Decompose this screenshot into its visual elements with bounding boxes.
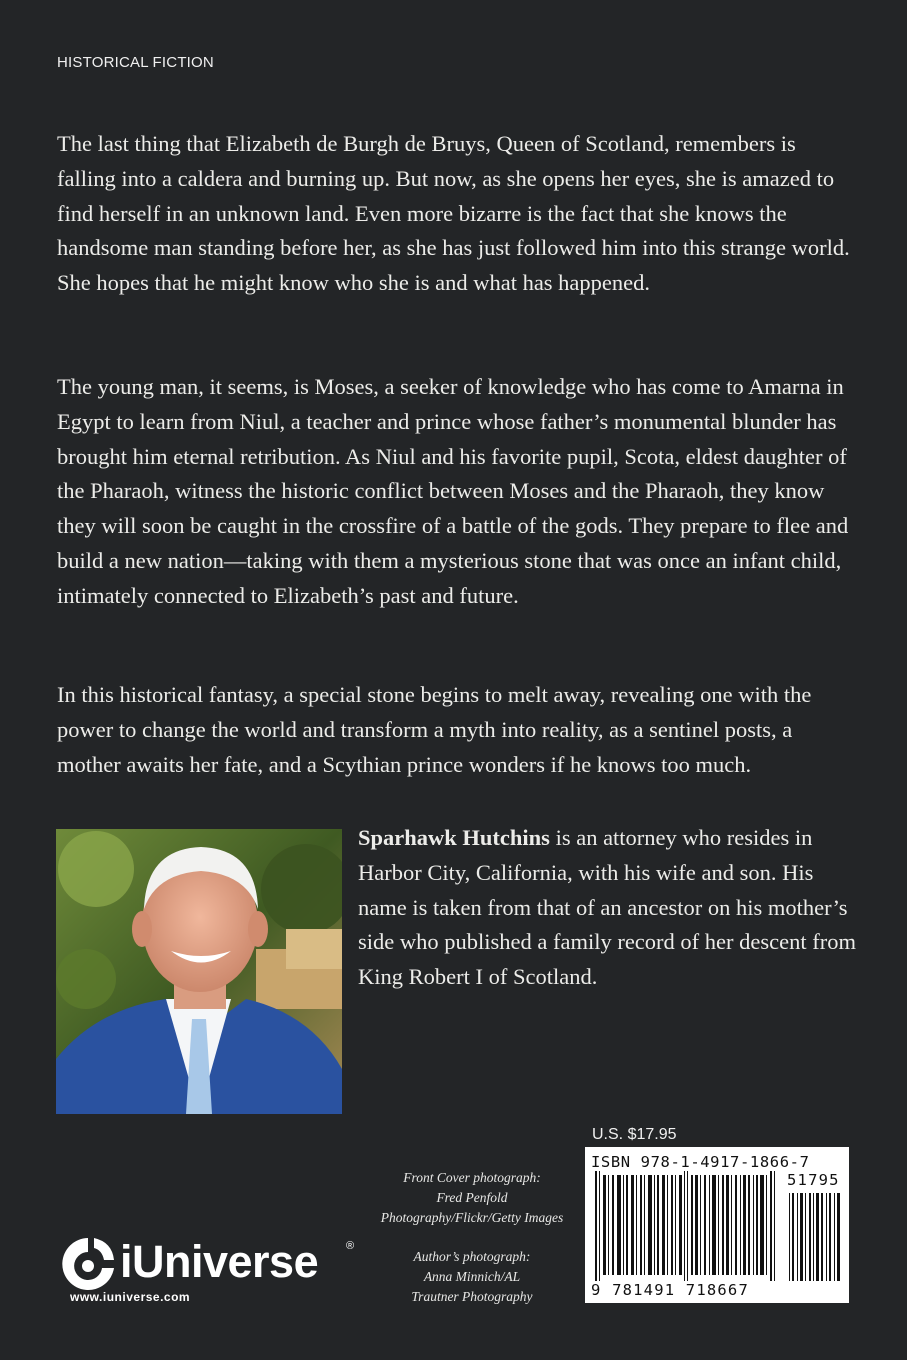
author-bio-text: is an attorney who resides in Harbor City, California, with his wife and son. His name is taken from that of an ancestor on his mother’s side who published a family record of her descent from King Robert I of Scotland.: [358, 825, 856, 990]
blurb-paragraph-2: The young man, it seems, is Moses, a seeker of knowledge who has come to Amarna in Egypt to learn from Niul, a teacher and prince whose father’s monumental blunder has brought him eternal retribution. As Niul and his favorite pupil, Scota, eldest daughter of the Pharaoh, witness the historic conflict between Moses and the Pharaoh, they know they will soon be caught in the crossfire of a battle of the gods. They prepare to flee and build a new nation—taking with them a mysterious stone that was once an infant child, intimately connected to Elizabeth’s past and future.: [57, 374, 849, 608]
blurb-paragraph-3: In this historical fantasy, a special stone begins to melt away, revealing one with the power to change the world and transform a myth into reality, as a sentinel posts, a mother awaits her fate, and a Scythian prince wonders if he knows too much.: [57, 682, 812, 777]
cover-photo-credit: [362, 1168, 582, 1228]
blurb-paragraph-1: The last thing that Elizabeth de Burgh de Bruys, Queen of Scotland, remembers is falling into a caldera and burning up. But now, as she opens her eyes, she is amazed to find herself in an unknown land. Even more bizarre is the fact that she knows the handsome man standing before her, as she has just followed him into this strange world. She hopes that he might know who she is and what has happened.: [57, 131, 850, 296]
author-credit-line-1: Anna Minnich/AL: [423, 1269, 521, 1284]
registered-mark-icon: ®: [346, 1240, 355, 1252]
isbn-label: ISBN 978-1-4917-1866-7: [591, 1153, 810, 1171]
author-name: Sparhawk Hutchins: [358, 825, 550, 850]
genre-label: HISTORICAL FICTION: [57, 54, 214, 71]
author-photo: [56, 829, 342, 1114]
cover-credit-label: Front Cover photograph:: [403, 1170, 541, 1185]
publisher-name: iUniverse: [120, 1236, 319, 1287]
author-credit-line-2: Trautner Photography: [411, 1289, 533, 1304]
price-code: 51795: [787, 1171, 840, 1189]
cover-credit-line-2: Photography/Flickr/Getty Images: [380, 1210, 564, 1225]
price-label: U.S. $17.95: [592, 1126, 677, 1143]
author-credit-label: Author’s photograph:: [413, 1249, 531, 1264]
iuniverse-swoosh-icon: [56, 1234, 120, 1294]
isbn-barcode: [585, 1147, 849, 1303]
isbn-digits: 9 781491 718667: [591, 1281, 749, 1299]
barcode-bars: [585, 1147, 849, 1303]
publisher-logo: [56, 1232, 366, 1306]
cover-credit-line-1: Fred Penfold: [436, 1190, 508, 1205]
author-bio: [358, 821, 858, 995]
publisher-url: www.iuniverse.com: [70, 1290, 191, 1304]
author-photo-credit: [362, 1247, 582, 1307]
